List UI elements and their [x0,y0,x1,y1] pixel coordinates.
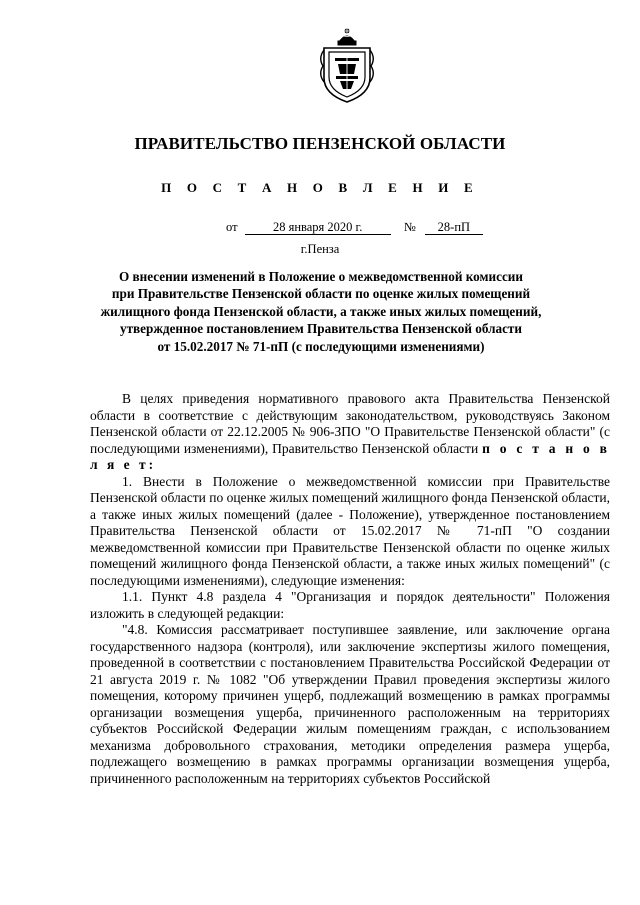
preamble-paragraph [90,391,610,474]
document-date: 28 января 2020 г. [245,221,391,235]
clause-1-1-paragraph: 1.1. Пункт 4.8 раздела 4 "Организация и порядок деятельности" Положения изложить в следующей редакции: [90,589,610,621]
document-body [90,391,610,787]
document-title [86,268,556,355]
penza-coat-of-arms-icon [318,28,376,104]
clause-4-8-paragraph: "4.8. Комиссия рассматривает поступившее заявление, или заключение органа государственного надзора (контроля), или заключение экспертизы жилого помещения, проведенной в соответствии с постановлением Правительства Российской Федерации от 21 августа 2019 г. № 1082 "Об утверждении Правил проведения экспертизы жилого помещения, которому причинен ущерб, подлежащий возмещению в рамках программы организации возмещения ущерба, причиненного расположенным на территориях субъектов Российской Федерации жилым помещениям граждан, с использованием механизма добровольного страхования, методики определения размера ущерба, подлежащего возмещению в рамках программы организации возмещения ущерба, причиненного расположенным на территориях субъектов Российской [90,622,610,786]
title-line: от 15.02.2017 № 71-пП (с последующими изменениями) [157,338,485,354]
organization-heading: ПРАВИТЕЛЬСТВО ПЕНЗЕНСКОЙ ОБЛАСТИ [134,134,506,153]
city-label: г.Пенза [300,242,340,256]
title-line: жилищного фонда Пензенской области, а также иных жилых помещений, [100,303,542,319]
date-number-line [226,220,483,235]
title-line: при Правительстве Пензенской области по оценке жилых помещений [111,286,531,302]
document-number: 28-пП [425,221,483,235]
clause-1-paragraph: 1. Внести в Положение о межведомственной комиссии при Правительстве Пензенской области по оценке жилых помещений жилищного фонда Пензенской области, а также иных жилых помещений (далее - Положение), утвержденное постановлением Правительства Пензенской области от 15.02.2017 № 71-пП "О создании межведомственной комиссии при Правительстве Пензенской области по оценке жилых помещений жилищного фонда Пензенской области, а также иных жилых помещений" (с последующими изменениями), следующие изменения: [90,473,610,588]
document-type-heading: П О С Т А Н О В Л Е Н И Е [161,180,479,195]
preamble-text: В целях приведения нормативного правового акта Правительства Пензенской области в соответствие с действующим законодательством, руководствуясь Законом Пензенской области от 22.12.2005 № 906-ЗПО "О Правительстве Пензенской области" (с последующими изменениями), Правительство Пензенской области [90,391,610,456]
title-line: утвержденное постановлением Правительства Пензенской области [119,321,523,337]
title-line: О внесении изменений в Положение о межведомственной комиссии [118,269,523,284]
number-prefix: № [403,220,416,234]
date-prefix: от [226,220,238,234]
resolves-word: п о с т а н о в л я е т: [90,440,610,472]
